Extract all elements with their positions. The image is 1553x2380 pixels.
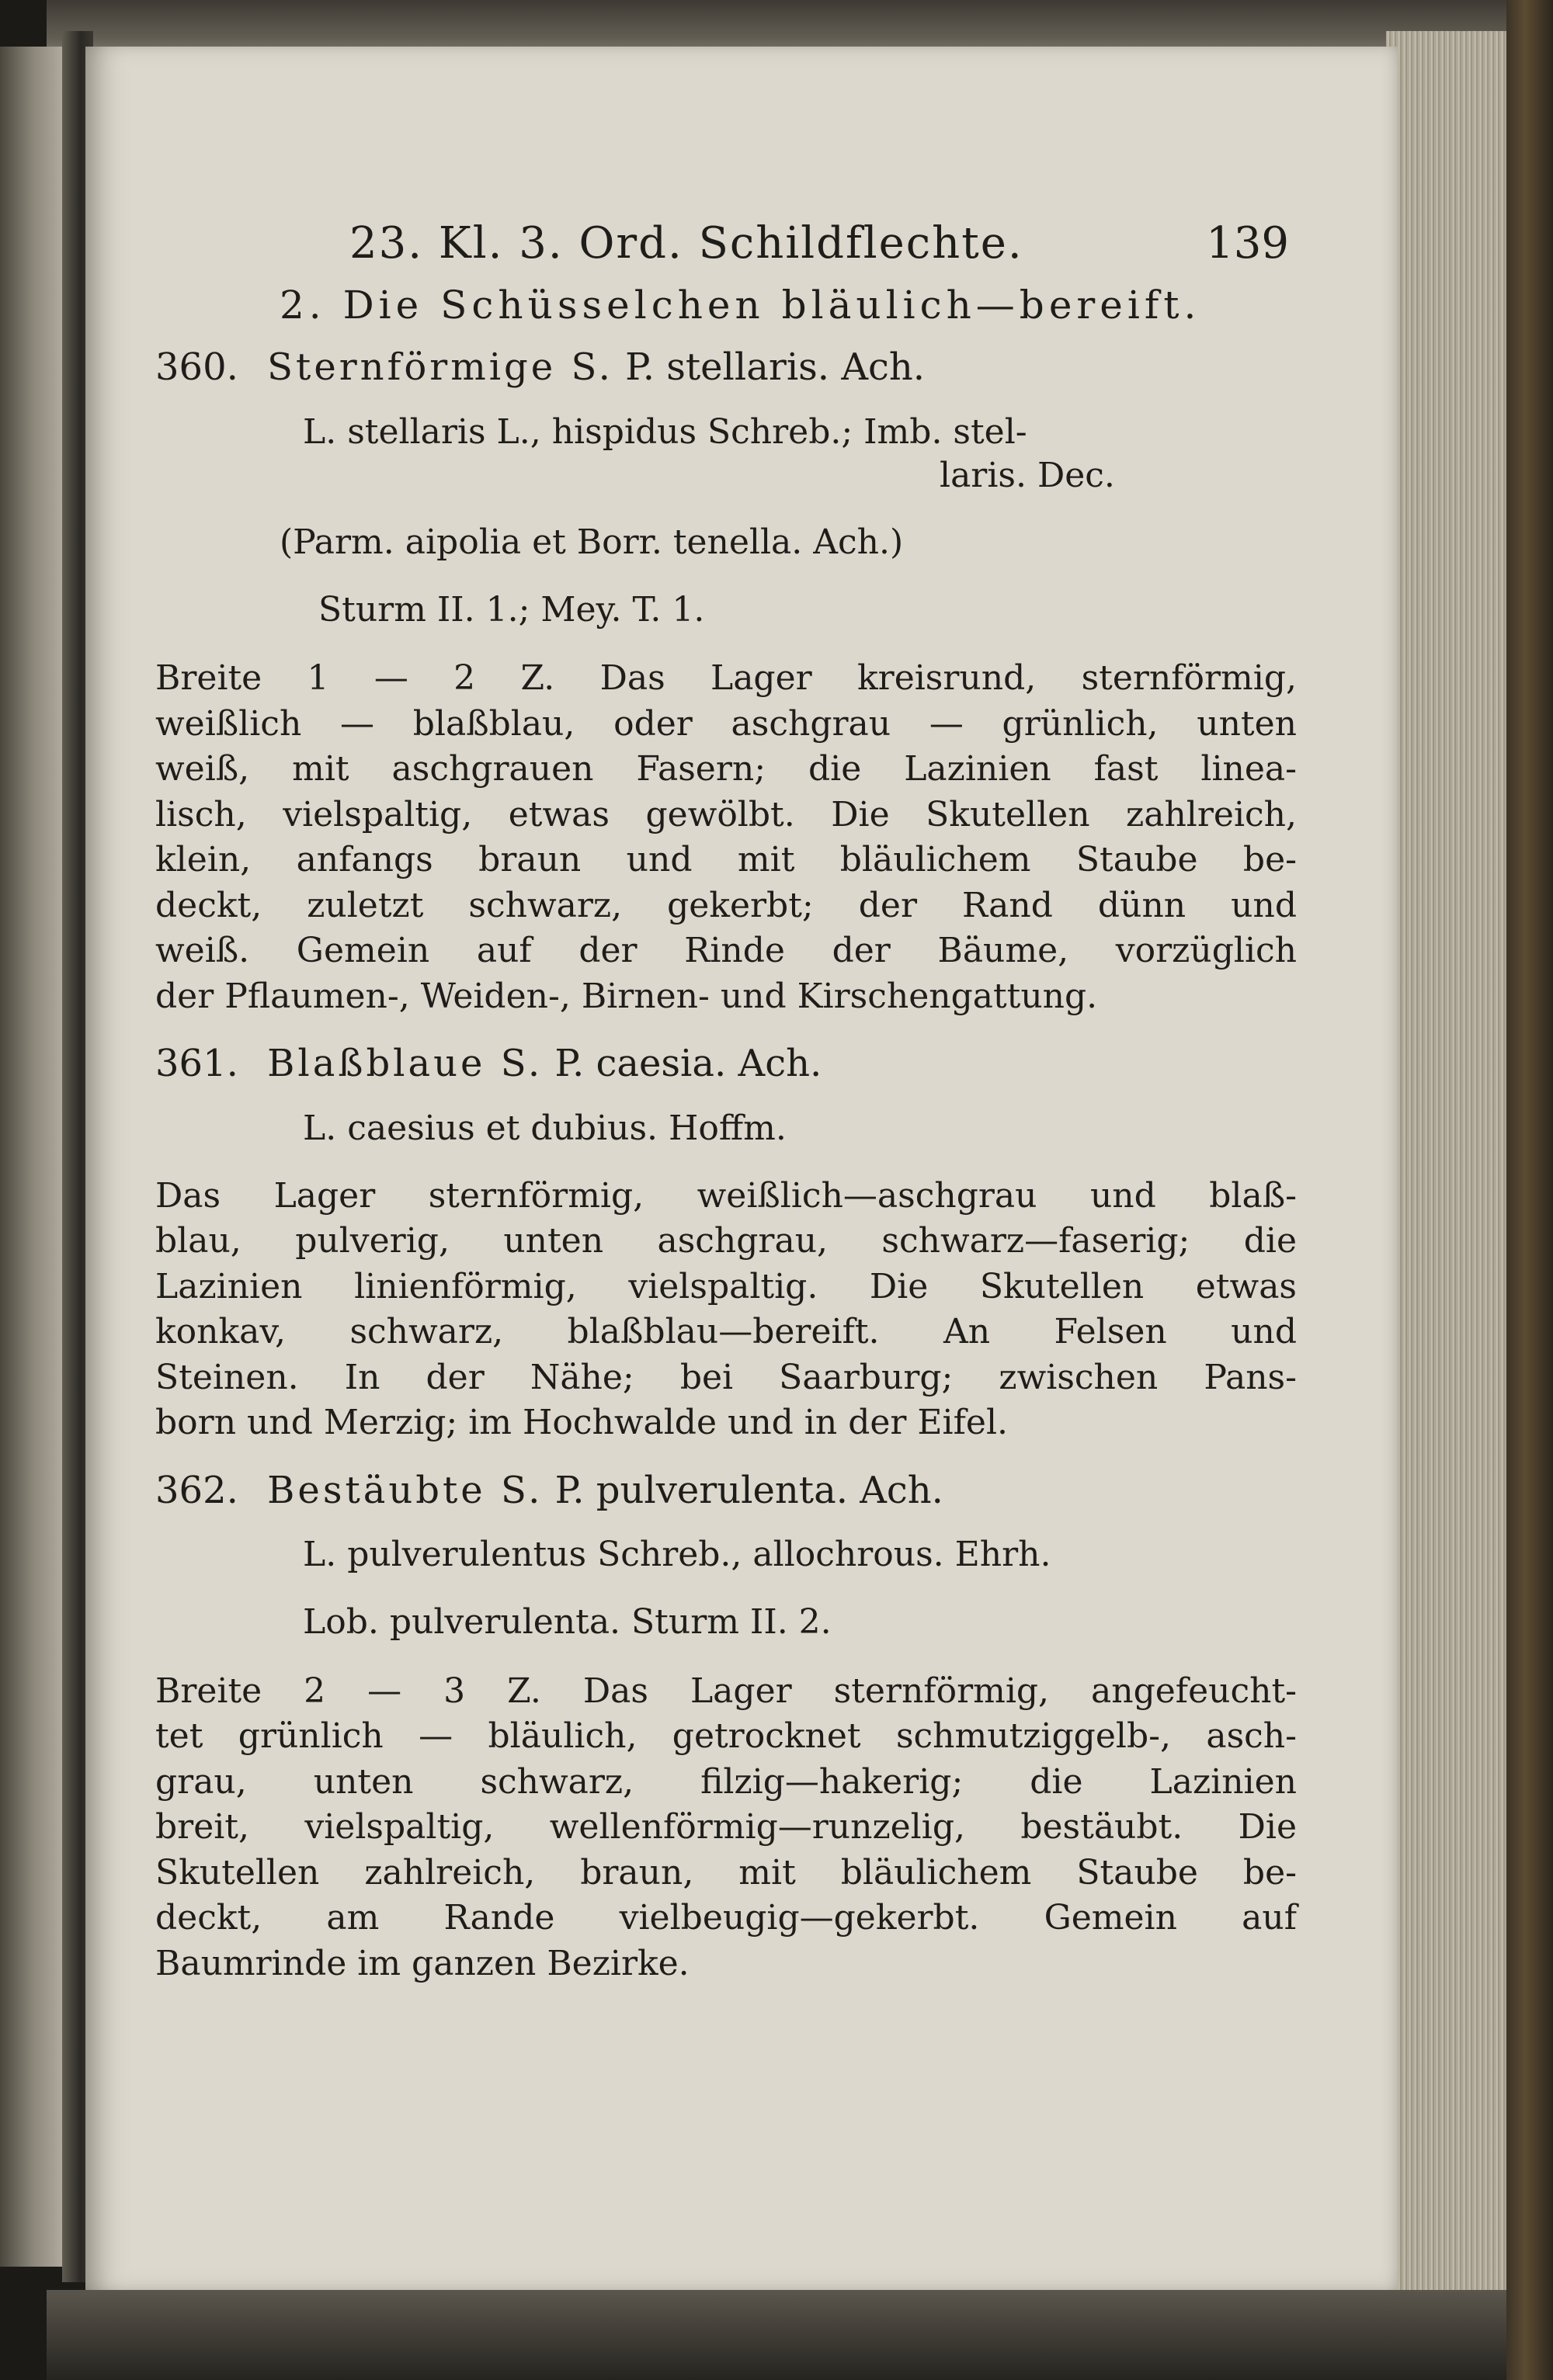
synonym-line: laris. Dec. xyxy=(940,455,1115,495)
synonym-line: L. pulverulentus Schreb., allochrous. Ehrh. xyxy=(303,1535,1051,1574)
synonyms xyxy=(155,1533,1297,1577)
description-line: deckt, zuletzt schwarz, gekerbt; der Rand dünn und xyxy=(155,885,1297,925)
description-line: Baumrinde im ganzen Bezirke. xyxy=(155,1943,690,1983)
entry-title xyxy=(155,1468,1297,1514)
reference: Lob. pulverulenta. Sturm II. 2. xyxy=(303,1602,832,1642)
entry-name: Bestäubte S. xyxy=(267,1468,544,1512)
synonyms xyxy=(155,1107,1297,1150)
book-bottom-edge xyxy=(47,2290,1506,2380)
description-line: weiß. Gemein auf der Rinde der Bäume, vorzüglich xyxy=(155,931,1297,970)
description-line: blau, pulverig, unten aschgrau, schwarz—faserig; die xyxy=(155,1221,1297,1261)
entry-name: Sternförmige S. xyxy=(267,345,613,389)
synonym-line: L. caesius et dubius. Hoffm. xyxy=(303,1108,787,1148)
page-block-edges xyxy=(1386,31,1510,2329)
description-line: der Pflaumen-, Weiden-, Birnen- und Kirschengattung. xyxy=(155,976,1098,1016)
description xyxy=(155,1669,1297,1987)
book-page xyxy=(85,47,1398,2290)
description-line: born und Merzig; im Hochwalde und in der Eifel. xyxy=(155,1403,1009,1442)
description-line: tet grünlich — bläulich, getrocknet schmutziggelb-, asch- xyxy=(155,1716,1297,1756)
reference: Sturm II. 1.; Mey. T. 1. xyxy=(318,589,705,630)
species-entry xyxy=(155,345,1297,1019)
description-line: Das Lager sternförmig, weißlich—aschgrau und blaß- xyxy=(155,1175,1297,1216)
synonym-line: L. stellaris L., hispidus Schreb.; Imb. stel- xyxy=(303,411,1027,452)
synonym-line: (Parm. aipolia et Borr. tenella. Ach.) xyxy=(280,522,904,562)
page-text xyxy=(155,218,1297,2008)
book-cover-edge xyxy=(1506,0,1553,2380)
entry-title xyxy=(155,1041,1297,1087)
section-heading: 2. Die Schüsselchen bläulich—bereift. xyxy=(280,282,1201,328)
description-line: breit, vielspaltig, wellenförmig—runzelig, bestäubt. Die xyxy=(155,1807,1297,1847)
description-line: Breite 2 — 3 Z. Das Lager sternförmig, angefeucht- xyxy=(155,1671,1297,1711)
description-line: Skutellen zahlreich, braun, mit bläulichem Staube be- xyxy=(155,1852,1297,1893)
description-line: weißlich — blaßblau, oder aschgrau — grünlich, unten xyxy=(155,703,1297,744)
description-line: weiß, mit aschgrauen Fasern; die Lazinien fast linea- xyxy=(155,749,1297,789)
synonyms-parenthetical xyxy=(155,521,1297,564)
description-line: lisch, vielspaltig, etwas gewölbt. Die Skutellen zahlreich, xyxy=(155,794,1297,834)
description xyxy=(155,1174,1297,1446)
entry-title xyxy=(155,345,1297,390)
synonyms xyxy=(155,411,1297,498)
header-title: 23. Kl. 3. Ord. Schildflechte. xyxy=(349,218,1023,269)
description xyxy=(155,656,1297,1019)
description-line: Breite 1 — 2 Z. Das Lager kreisrund, sternförmig, xyxy=(155,658,1297,698)
species-entry xyxy=(155,1041,1297,1446)
entry-number: 362. xyxy=(155,1468,238,1512)
entry-latin-name: P. stellaris. Ach. xyxy=(625,345,926,389)
description-line: konkav, schwarz, blaßblau—bereift. An Felsen und xyxy=(155,1312,1297,1351)
description-line: grau, unten schwarz, filzig—hakerig; die Lazinien xyxy=(155,1761,1297,1802)
entry-latin-name: P. pulverulenta. Ach. xyxy=(554,1468,943,1512)
description-line: deckt, am Rande vielbeugig—gekerbt. Gemein auf xyxy=(155,1898,1297,1938)
running-header xyxy=(155,218,1297,269)
entry-name: Blaßblaue S. xyxy=(267,1042,544,1085)
description-line: klein, anfangs braun und mit bläulichem Staube be- xyxy=(155,840,1297,879)
entry-latin-name: P. caesia. Ach. xyxy=(554,1042,822,1085)
species-entry xyxy=(155,1468,1297,1987)
page-number: 139 xyxy=(1206,218,1289,269)
entry-number: 360. xyxy=(155,345,238,389)
description-line: Lazinien linienförmig, vielspaltig. Die Skutellen etwas xyxy=(155,1266,1297,1306)
description-line: Steinen. In der Nähe; bei Saarburg; zwischen Pans- xyxy=(155,1357,1297,1397)
entry-number: 361. xyxy=(155,1042,238,1085)
